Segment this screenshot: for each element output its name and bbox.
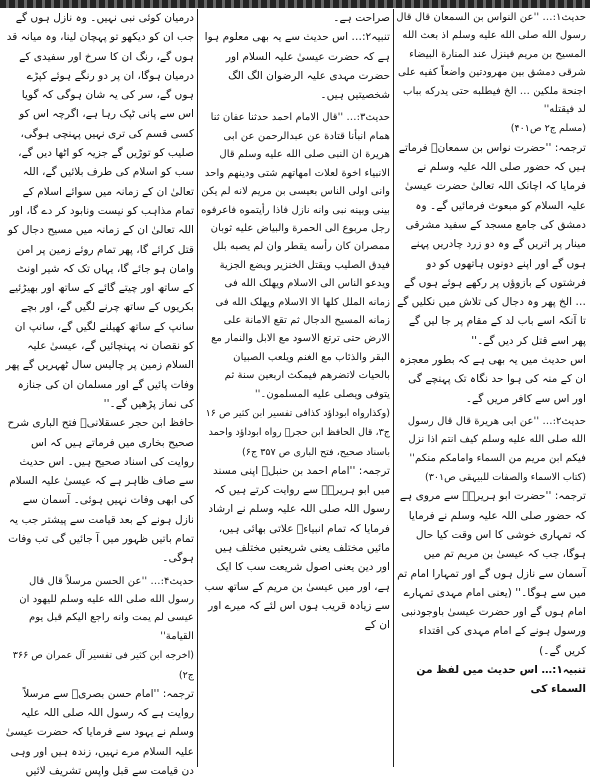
hadith-3-reference: (وکذارواه ابوداؤد کذافی تفسیر ابن کثیر ص ۱۶ ج۳، قال الحافظ ابن حجرؒ رواه ابوداؤد واحمد باسناد صحیح، فتح الباری ص ۳۵۷ ج۶): [205, 407, 390, 458]
hadith-4-arabic: حدیث۴:… ''عن الحسن مرسلاً قال قال رسول الله صلی الله علیه وسلم للیهود ان عیسی لم یمت وانه راجع الیکم قبل یوم القیامة'': [19, 575, 194, 642]
hadith-4-translation: ترجمہ: ''امام حسن بصریؒ سے مرسلاً روایت ہے کہ رسول اللہ صلی اللہ علیہ وسلم نے یہود سے فرمایا کہ حضرت عیسیٰ علیہ السلام مرے نہیں، زندہ ہیں اور وہی دن قیامت سے قبل واپس تشریف لائیں: [5, 687, 194, 778]
tanbih-1-continued: صراحت ہے۔: [333, 12, 390, 24]
hadith-2-reference: (کتاب الاسماء والصفات للبیہقی ص۳۰۱): [424, 472, 586, 484]
hadith-1-note: اس حدیث میں یہ بھی ہے کہ بطور معجزہ ان کے منہ کی ہوا حد نگاہ تک پہنچے گی اور اس سے کافر مریں گے۔: [399, 354, 586, 405]
hadith-3-arabic: حدیث۳:… ''قال الامام احمد حدثنا عفان ثنا همام انبأنا قتادة عن عبدالرحمن عن ابی هریرة ان النبی صلی الله علیه وسلم قال الانبیاء اخوة لعلات امهاتهم شتی ودینهم واحد وانی اولی الناس بعیسی بن مریم لانه لم یکن بینی وبینه نبی وانه نازل فاذا رأیتموه فاعرفوه رجل مربوع الی الحمرة والبیاض علیه ثوبان ممصران کان رأسه یقطر وان لم یصبه بلل فیدق الصلیب ویقتل الخنزیر ویضع الجزیة ویدعو الناس الی الاسلام ویهلک الله فی زمانه الملل کلها الا الاسلام ویهلک الله فی زمانه المسیح الدجال ثم تقع الامانة علی الارض حتی ترتع الاسود مع الابل والنمار مع البقر والذئاب مع الغنم ویلعب الصبیان بالحیات لاتضرهم فیمکث اربعین سنة ثم یتوفی ویصلی علیه المسلمون۔'': [201, 112, 390, 400]
hadith-1-translation: ترجمہ: ''حضرت نواس بن سمعانؓ فرماتے ہیں کہ حضور صلی اللہ علیہ وسلم نے فرمایا کہ اچانک اللہ تعالیٰ حضرت عیسیٰ علیہ السلام کو مبعوث فرمائیں گے۔ وہ دمشق کی جامع مسجد کے سفید مشرقی مینار پر اتریں گے وہ دو زرد چادریں پہنے ہوں گے اور اپنے دونوں ہاتھوں کو دو فرشتوں کے بازوؤں پر رکھے ہوئے ہوں گے … الخ پھر وہ دجال کی تلاش میں نکلیں گے تا آنکہ اسے باب لد کے مقام پر جا لیں گے پھر اسے قتل کر دیں گے۔'': [397, 141, 586, 347]
text-column-right: [396, 9, 586, 767]
page-top-border: [0, 0, 590, 8]
hadith-2-arabic: حدیث۲:… ''عن ابی هریرة قال قال رسول الله صلی الله علیه وسلم کیف انتم اذا نزل فیکم ابن مریم من السماء وامامکم منکم'': [407, 415, 586, 464]
text-column-middle: [200, 9, 390, 767]
text-column-left: [4, 9, 194, 778]
hadith-3-translation-continued: درمیان کوئی نبی نہیں۔ وہ نازل ہوں گے جب ان کو دیکھو تو پہچان لینا، وہ میانہ قد ہوں گے، رنگ ان کا سرخ اور سفیدی کے درمیان ہوگا، ان پر دو رنگے ہوئے کپڑے ہوں گے، سر کی یہ شان ہوگی کہ گویا اس سے پانی ٹپک رہا ہے، اگرچہ اس کو کسی قسم کی تری نہیں پہنچی ہوگی، صلیب کو توڑیں گے جزیہ کو اٹھا دیں گے، سب کو اسلام کی طرف بلائیں گے، اللہ تعالیٰ ان کے زمانہ میں سوائے اسلام کے تمام مذاہب کو نیست ونابود کر دے گا، اور اللہ تعالیٰ ان کے زمانہ میں مسیح دجال کو قتل کرائے گا، پھر تمام روئے زمین پر امن وامان ہو جائے گا، یہاں تک کہ شیر اونٹ کے ساتھ اور چیتے گائے کے ساتھ اور بھیڑئیے بکریوں کے ساتھ چرنے لگیں گے، اور بچے سانپ کے ساتھ کھیلنے لگیں گے، سانپ ان کو نقصان نہ پہنچائیں گے، عیسیٰ علیہ السلام زمین پر چالیس سال ٹھہریں گے پھر وفات پائیں گے اور مسلمان ان کی جنازہ کی نماز پڑھیں گے۔'': [5, 12, 194, 410]
column-divider: [393, 9, 394, 767]
column-divider: [197, 9, 198, 767]
tanbih-1: تنبیہ۱:… اس حدیث میں لفظ من السماء کی: [416, 664, 586, 696]
hadith-2-translation: ترجمہ: ''حضرت ابو ہریرہؓ سے مروی ہے کہ حضور صلی اللہ علیہ وسلم نے فرمایا کہ تمہاری خوشی کا اس وقت کیا حال ہوگا، جب کہ عیسیٰ بن مریم تم میں آسمان سے نازل ہوں گے اور تمہارا امام تم میں سے ہوگا۔'' (یعنی امام مہدی تمہارے امام ہوں گے اور حضرت عیسیٰ باوجودنبی ورسول ہونے کے امام مہدی کی اقتداء کریں گے۔): [397, 490, 586, 657]
fath-al-bari-note: حافظ ابن حجر عسقلانیؒ فتح الباری شرح صحیح بخاری میں فرماتے ہیں کہ اس روایت کی اسناد صحیح ہیں۔ اس حدیث سے صاف ظاہر ہے کہ عیسیٰ علیہ السلام کی ابھی وفات نہیں ہوئی۔ آسمان سے نازل ہونے کے بعد قیامت سے پیشتر جب یہ تمام باتیں ظہور میں آ جائیں گی تب وفات ہوگی۔: [7, 417, 194, 565]
hadith-1-arabic: حدیث۱:… ''عن النواس بن السمعان قال قال رسول الله صلی الله علیه وسلم اذ بعث الله المسیح بن مریم فینزل عند المنارة البیضاء شرقی دمشق بین مهرودتین واضعاً کفیه علی اجنحة ملکین … الخ فیطلبه حتی یدرکه بباب لد فیقتله'': [396, 12, 586, 116]
tanbih-2: تنبیہ۲:… اس حدیث سے یہ بھی معلوم ہوا ہے کہ حضرت عیسیٰ علیہ السلام اور حضرت مہدی علیہ الرضوان الگ الگ شخصیتیں ہیں۔: [204, 31, 390, 102]
hadith-4-reference: (اخرجه ابن کثیر فی تفسیر آل عمران ص ۳۶۶ ج۲): [12, 650, 194, 681]
hadith-3-translation: ترجمہ: ''امام احمد بن حنبلؒ اپنی مسند میں ابو ہریرہؓ سے روایت کرتے ہیں کہ رسول اللہ صلی اللہ علیہ وسلم نے ارشاد فرمایا کہ تمام انبیاءؑ علاتی بھائی ہیں، مائیں مختلف یعنی شریعتیں مختلف ہیں اور دین یعنی اصول شریعت سب کا ایک ہے، اور میں عیسیٰ بن مریم کے ساتھ سب سے زیادہ قریب ہوں اس لئے کہ میرے اور ان کے: [204, 464, 390, 632]
hadith-1-reference: (مسلم ج۲ ص۴۰۱): [510, 123, 586, 135]
